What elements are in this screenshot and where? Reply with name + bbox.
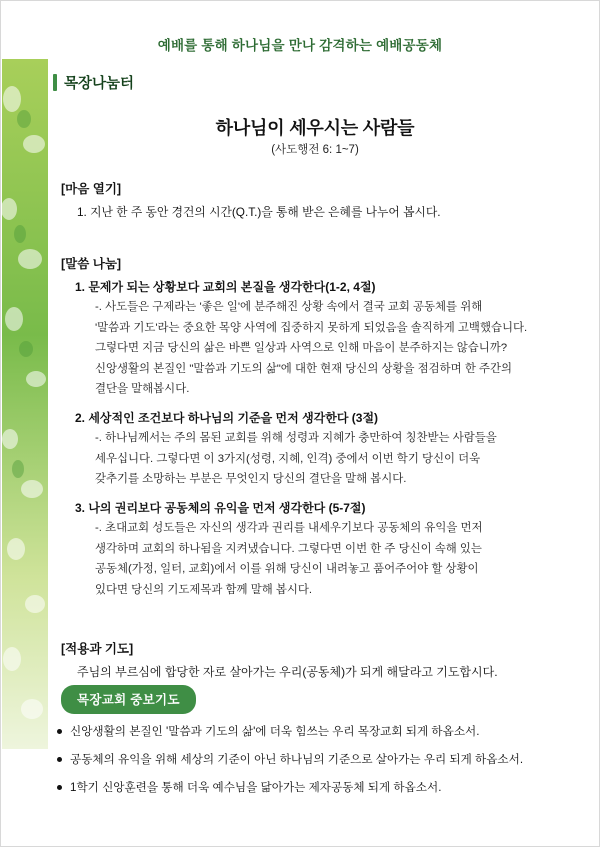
section-heading: [적용과 기도] xyxy=(61,642,134,657)
point-title: 1. 문제가 되는 상황보다 교회의 본질을 생각한다(1-2, 4절) xyxy=(75,279,376,294)
section-question: 1. 지난 한 주 동안 경건의 시간(Q.T.)을 통해 받은 은혜를 나누어 봅시다. xyxy=(77,205,441,219)
point-item xyxy=(61,499,571,599)
point-line: 세우십니다. 그렇다면 이 3가지(성령, 지혜, 인격) 중에서 이번 학기 당신이 더욱 xyxy=(95,452,481,465)
prayer-text: 1학기 신앙훈련을 통해 더욱 예수님을 닮아가는 제자공동체 되게 하옵소서. xyxy=(70,780,442,794)
prayer-text: 공동체의 유익을 위해 세상의 기준이 아닌 하나님의 기준으로 살아가는 우리 되게 하옵소서. xyxy=(70,752,524,766)
point-line: 생각하며 교회의 하나됨을 지켜냈습니다. 그렇다면 이번 한 주 당신이 속해 있는 xyxy=(95,542,482,555)
point-line: 있다면 당신의 기도제목과 함께 말해 봅시다. xyxy=(95,583,313,596)
bullet-icon xyxy=(57,757,62,762)
scripture-reference: (사도행전 6: 1~7) xyxy=(271,144,359,156)
list-item xyxy=(57,779,569,797)
point-line: 결단을 말해봅시다. xyxy=(95,383,190,396)
page-header-title: 예배를 통해 하나님을 만나 감격하는 예배공동체 xyxy=(157,38,443,53)
section-word-sharing xyxy=(61,254,571,599)
point-line: 신앙생활의 본질인 "말씀과 기도의 삶"에 대한 현재 당신의 상황을 점검하며 한 주간의 xyxy=(95,362,513,375)
decorative-leaf-strip xyxy=(2,59,48,749)
prayer-list xyxy=(57,723,569,807)
point-line: -. 하나님께서는 주의 몸된 교회를 위해 성령과 지혜가 충만하여 칭찬받는 사람들을 xyxy=(95,432,497,445)
section-heading: [말씀 나눔] xyxy=(61,256,122,271)
document-body xyxy=(61,179,571,696)
point-line: 갖추기를 소망하는 부분은 무엇인지 당신의 결단을 말해 봅시다. xyxy=(95,473,407,486)
page-title: 하나님이 세우시는 사람들 xyxy=(215,118,415,138)
point-line: -. 초대교회 성도들은 자신의 생각과 권리를 내세우기보다 공동체의 유익을 먼저 xyxy=(95,522,483,535)
point-title: 2. 세상적인 조건보다 하나님의 기준을 먼저 생각한다 (3절) xyxy=(75,410,379,425)
point-line: '말씀과 기도'라는 중요한 목양 사역에 집중하지 못하게 되었음을 솔직하게 고백했습니다. xyxy=(95,321,528,334)
section-heart-opening xyxy=(61,179,571,222)
point-item xyxy=(61,409,571,489)
point-line: 그렇다면 지금 당신의 삶은 바쁜 일상과 사역으로 인해 마음이 분주하지는 않습니까? xyxy=(95,342,508,355)
section-application-prayer xyxy=(61,639,571,682)
list-item xyxy=(57,723,569,741)
section-tag xyxy=(53,72,134,93)
point-line: -. 사도들은 구제라는 '좋은 일'에 분주해진 상황 속에서 결국 교회 공동체를 위해 xyxy=(95,301,483,314)
list-item xyxy=(57,751,569,769)
bullet-icon xyxy=(57,785,62,790)
point-title: 3. 나의 권리보다 공동체의 유익을 먼저 생각한다 (5-7절) xyxy=(75,500,366,515)
section-accent-bar xyxy=(53,74,57,91)
prayer-text: 신앙생활의 본질인 '말씀과 기도의 삶'에 더욱 힘쓰는 우리 목장교회 되게 하옵소서. xyxy=(70,725,480,738)
prayer-banner: 목장교회 중보기도 xyxy=(61,685,196,714)
section-heading: [마음 열기] xyxy=(61,182,122,196)
bullet-icon xyxy=(57,729,62,734)
point-line: 공동체(가정, 일터, 교회)에서 이를 위해 당신이 내려놓고 품어주어야 할 상황이 xyxy=(95,563,479,576)
point-item xyxy=(61,278,571,399)
section-text: 주님의 부르심에 합당한 자로 살아가는 우리(공동체)가 되게 해달라고 기도합시다. xyxy=(77,665,498,680)
section-tag-label: 목장나눔터 xyxy=(64,76,135,92)
